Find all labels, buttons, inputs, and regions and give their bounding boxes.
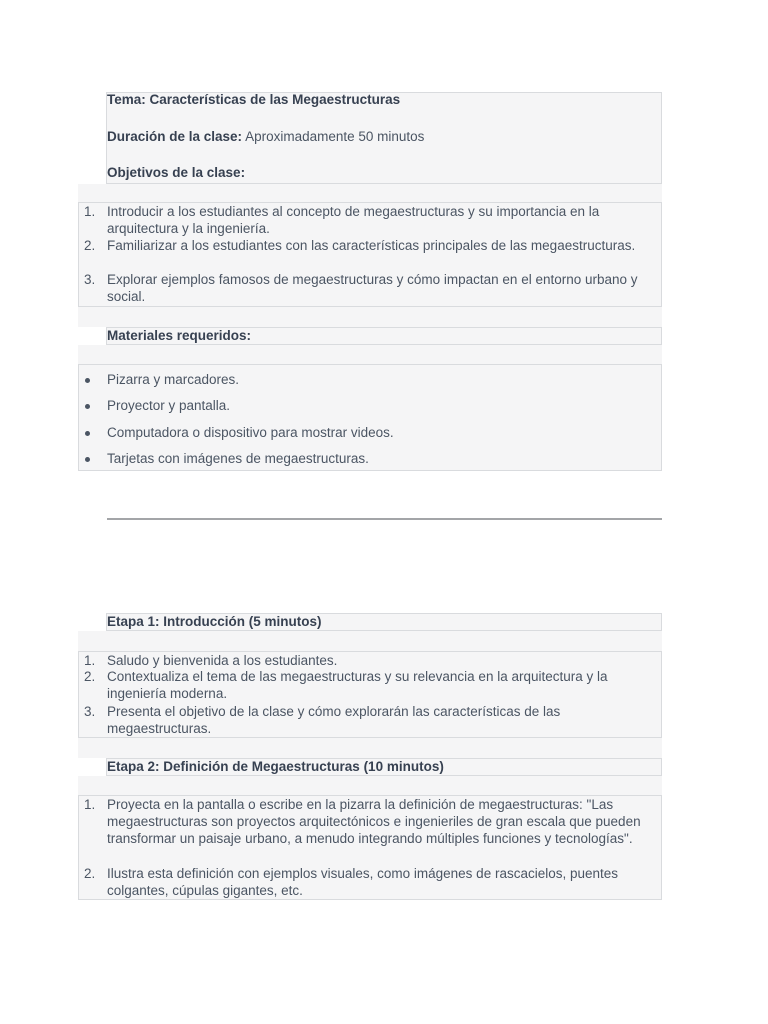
material-text: Pizarra y marcadores.	[107, 372, 240, 387]
etapa2-text: Proyecta en la pantalla o escribe en la pizarra la definición de megaestructuras: "Las megaestructuras son proyectos arquitectónicos e ingenieriles de gran escala que pueden transformar un paisaje urbano, a menudo integrando múltiples funciones y tecnologías".	[107, 797, 641, 846]
material-text: Tarjetas con imágenes de megaestructuras.	[107, 451, 369, 466]
objetivos-heading: Objetivos de la clase:	[107, 165, 246, 180]
etapa2-heading: Etapa 2: Definición de Megaestructuras (10 minutos)	[107, 759, 444, 774]
spacer-strip	[78, 631, 662, 651]
etapa1-text: Saludo y bienvenida a los estudiantes.	[107, 653, 338, 668]
list-number: 3.	[84, 704, 96, 719]
bullet-icon	[85, 404, 90, 409]
duracion-line	[107, 128, 424, 145]
objetivo-text: Familiarizar a los estudiantes con las características principales de las megaestructuras.	[107, 238, 636, 253]
bullet-icon	[85, 378, 90, 383]
list-number: 2.	[84, 238, 96, 253]
etapa1-text: Contextualiza el tema de las megaestructuras y su relevancia en la arquitectura y la ingeniería moderna.	[107, 669, 608, 701]
objetivo-text: Explorar ejemplos famosos de megaestructuras y cómo impactan en el entorno urbano y social.	[107, 272, 638, 304]
duracion-value: Aproximadamente 50 minutos	[245, 129, 425, 144]
duracion-label: Duración de la clase:	[107, 129, 243, 144]
tema-title: Tema: Características de las Megaestructuras	[107, 92, 401, 107]
list-number: 3.	[84, 272, 96, 287]
list-number: 1.	[84, 204, 96, 219]
bullet-icon	[85, 431, 90, 436]
list-number: 2.	[84, 866, 96, 881]
list-number: 1.	[84, 653, 96, 668]
material-text: Computadora o dispositivo para mostrar videos.	[107, 425, 394, 440]
materiales-heading: Materiales requeridos:	[107, 328, 252, 343]
spacer-strip	[78, 776, 662, 795]
bullet-icon	[85, 457, 90, 462]
spacer-strip	[78, 345, 662, 364]
list-number: 2.	[84, 669, 96, 684]
etapa1-text: Presenta el objetivo de la clase y cómo explorarán las características de las megaestructuras.	[107, 704, 561, 736]
section-divider	[107, 518, 662, 520]
etapa1-heading: Etapa 1: Introducción (5 minutos)	[107, 614, 322, 629]
etapa2-text: Ilustra esta definición con ejemplos visuales, como imágenes de rascacielos, puentes colgantes, cúpulas gigantes, etc.	[107, 866, 619, 898]
spacer-strip	[78, 307, 662, 327]
spacer-strip	[78, 738, 662, 758]
material-text: Proyector y pantalla.	[107, 398, 231, 413]
list-number: 1.	[84, 797, 96, 812]
spacer-strip	[78, 184, 662, 202]
objetivo-text: Introducir a los estudiantes al concepto de megaestructuras y su importancia en la arquitectura y la ingeniería.	[107, 204, 600, 236]
